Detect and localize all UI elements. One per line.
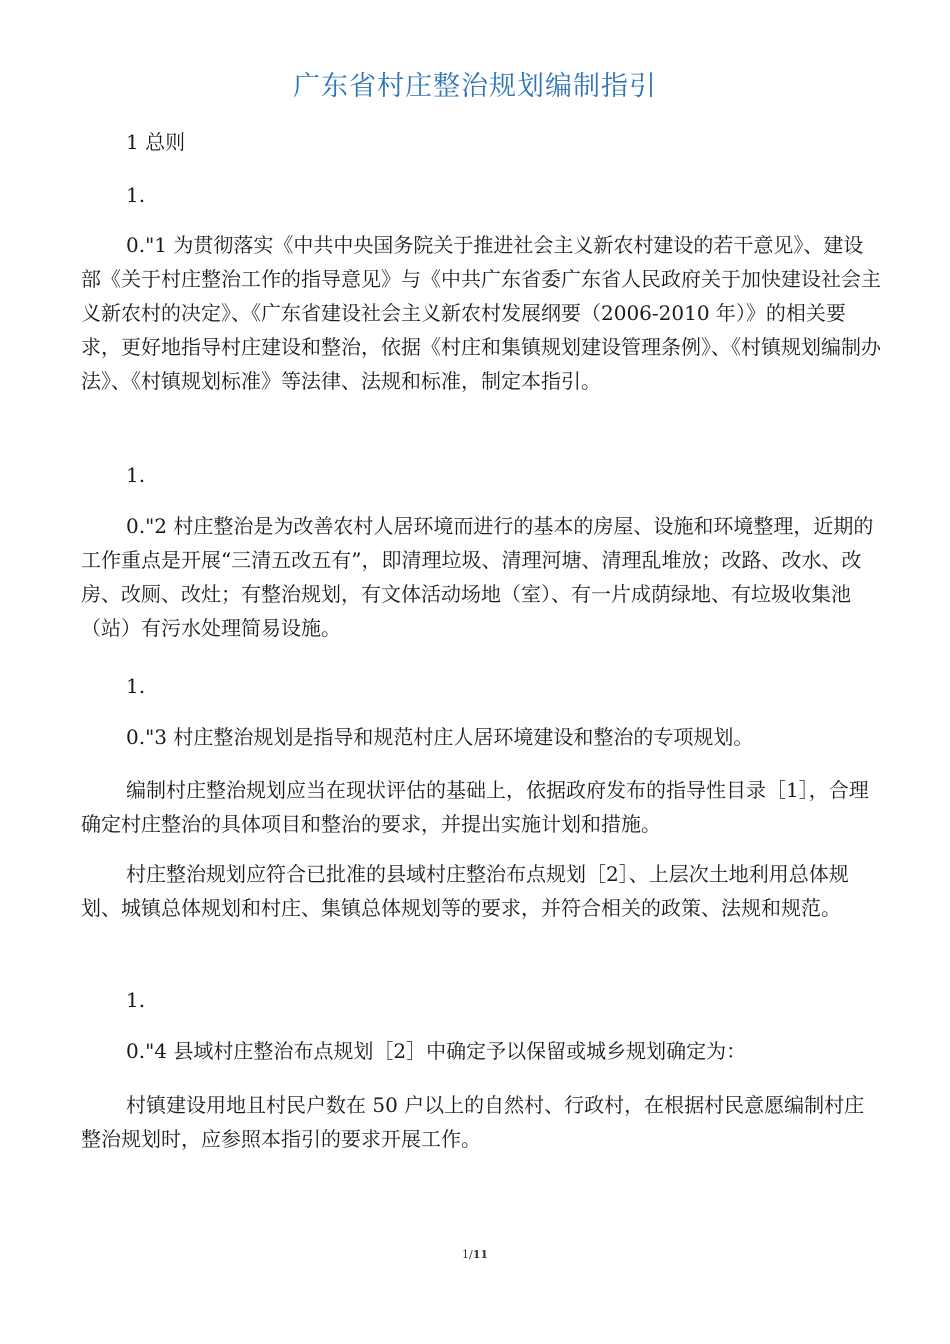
page-current: 1 — [461, 1248, 469, 1261]
section-heading-general: 1 总则 — [126, 130, 186, 154]
clause-number-2: 1. — [126, 463, 146, 487]
paragraph-1-4: 0."4 县域村庄整治布点规划［2］中确定予以保留或城乡规划确定为： — [126, 1039, 747, 1063]
page-total: 11 — [472, 1248, 489, 1261]
clause-number-1: 1. — [126, 183, 146, 207]
paragraph-1-1: 0."1 为贯彻落实《中共中央国务院关于推进社会主义新农村建设的若干意见》、建设部《关于村庄整治工作的指导意见》与《中共广东省委广东省人民政府关于加快建设社会主义新农村的决定》、《广东省建设社会主义新农村发展纲要（2006-2010 年）》的相关要求，更好地指导村庄建设和整治，依据《村庄和集镇规划建设管理条例》、《村镇规划编制办法》、《村镇规划标准》等法律、法规和标准，制定本指引。 — [81, 233, 881, 393]
paragraph-scope: 村镇建设用地且村民户数在 50 户以上的自然村、行政村，在根据村民意愿编制村庄整治规划时，应参照本指引的要求开展工作。 — [81, 1093, 865, 1151]
paragraph-catalog: 编制村庄整治规划应当在现状评估的基础上，依据政府发布的指导性目录［1］，合理确定村庄整治的具体项目和整治的要求，并提出实施计划和措施。 — [81, 778, 869, 836]
document-title: 广东省村庄整治规划编制指引 — [293, 71, 657, 102]
clause-number-4: 1. — [126, 988, 146, 1012]
paragraph-compliance: 村庄整治规划应符合已批准的县域村庄整治布点规划［2］、上层次土地利用总体规划、城镇总体规划和村庄、集镇总体规划等的要求，并符合相关的政策、法规和规范。 — [81, 862, 849, 920]
paragraph-1-3: 0."3 村庄整治规划是指导和规范村庄人居环境建设和整治的专项规划。 — [126, 725, 754, 749]
page-number — [0, 1248, 950, 1261]
page-separator: / — [468, 1248, 473, 1261]
paragraph-1-2: 0."2 村庄整治是为改善农村人居环境而进行的基本的房屋、设施和环境整理，近期的工作重点是开展“三清五改五有”，即清理垃圾、清理河塘、清理乱堆放；改路、改水、改房、改厕、改灶；有整治规划，有文体活动场地（室）、有一片成荫绿地、有垃圾收集池（站）有污水处理简易设施。 — [81, 514, 874, 640]
clause-number-3: 1. — [126, 674, 146, 698]
